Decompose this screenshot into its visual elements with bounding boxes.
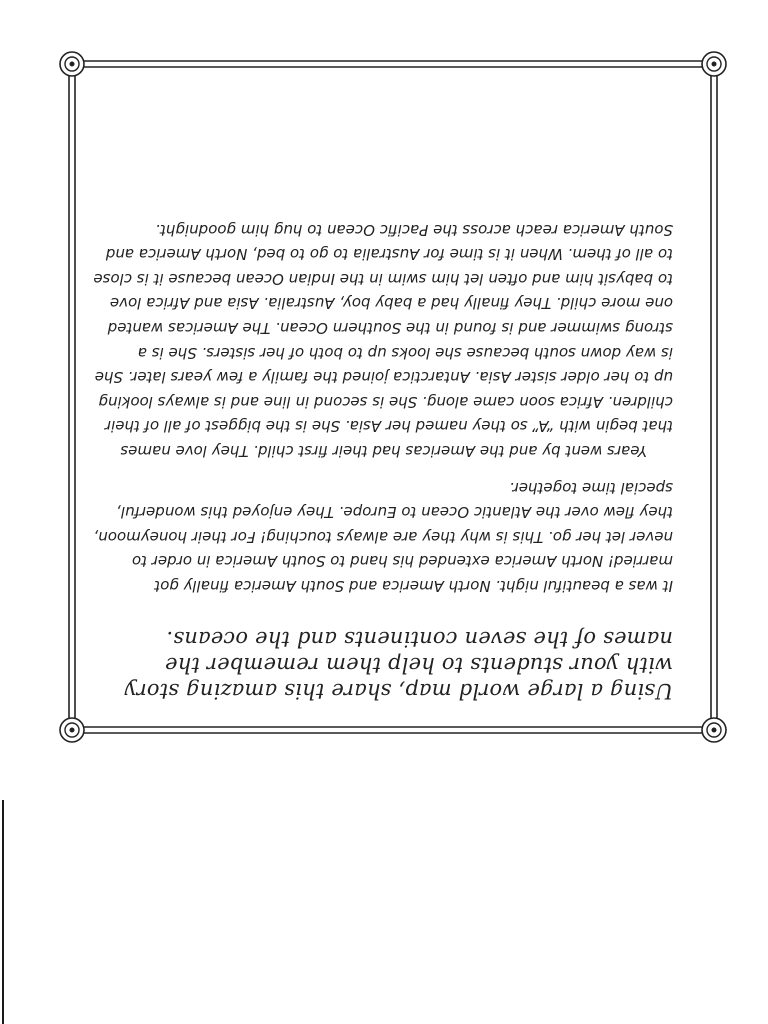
scan-edge-line [2, 800, 4, 1024]
story-content [93, 205, 673, 704]
story-paragraph-2: Years went by and the Americas had their first child. They love names that begin with “A” so they named her Asia. She is the biggest of all of their children. Africa soon came along. She is second in line and is always looking up to her older sister Asia. Antarctica joined the family a few years later. She is way down south because she looks up to both of her sisters. She is a strong swimmer and is found in the Southern Ocean. The Americas wanted one more child. They finally had a baby boy, Australia. Asia and Africa love to babysit him and often let him swim in the Indian Ocean because it is close to all of them. When it is time for Australia to go to bed, North America and South America reach across the Pacific Ocean to hug him goodnight. [93, 220, 673, 461]
story-paragraph-1: It was a beautiful night. North America and South America finally got married! North America extended his hand to South America in order to never let her go. This is why they are always touching! For their honeymoon, they flew over the Atlantic Ocean to Europe. They enjoyed this wonderful, special time together. [93, 478, 673, 595]
intro-heading: Using a large world map, share this amazing story with your students to help them remember the names of the seven continents and the oceans. [124, 627, 673, 703]
